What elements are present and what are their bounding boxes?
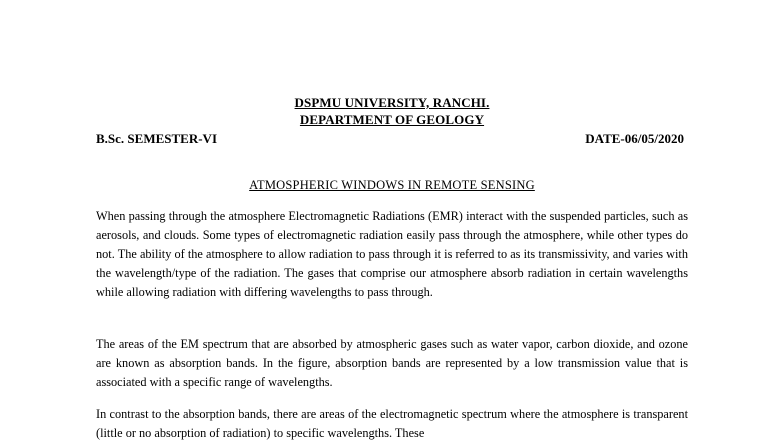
course-label: B.Sc. SEMESTER-VI — [96, 131, 217, 146]
date-label: DATE-06/05/2020 — [585, 131, 684, 146]
document-title: ATMOSPHERIC WINDOWS IN REMOTE SENSING — [249, 178, 535, 192]
department-heading: DEPARTMENT OF GEOLOGY — [299, 112, 485, 127]
university-heading: DSPMU UNIVERSITY, RANCHI. — [294, 95, 490, 110]
paragraph-2: The areas of the EM spectrum that are absorbed by atmospheric gases such as water vapor, carbon dioxide, and ozone are known as absorption bands. In the figure, absorption bands are represented by a low transmission value that is associated with a specific range of wavelengths. — [96, 337, 688, 389]
paragraph-3: In contrast to the absorption bands, there are areas of the electromagnetic spectrum where the atmosphere is transparent (little or no absorption of radiation) to specific wavelengths. These — [96, 407, 688, 440]
paragraph-1: When passing through the atmosphere Electromagnetic Radiations (EMR) interact with the suspended particles, such as aerosols, and clouds. Some types of electromagnetic radiation easily pass through the atmosphere, while other types do not. The ability of the atmosphere to allow radiation to pass through it is referred to as its transmissivity, and varies with the wavelength/type of the radiation. The gases that comprise our atmosphere absorb radiation in certain wavelengths while allowing radiation with differing wavelengths to pass through. — [96, 209, 688, 299]
